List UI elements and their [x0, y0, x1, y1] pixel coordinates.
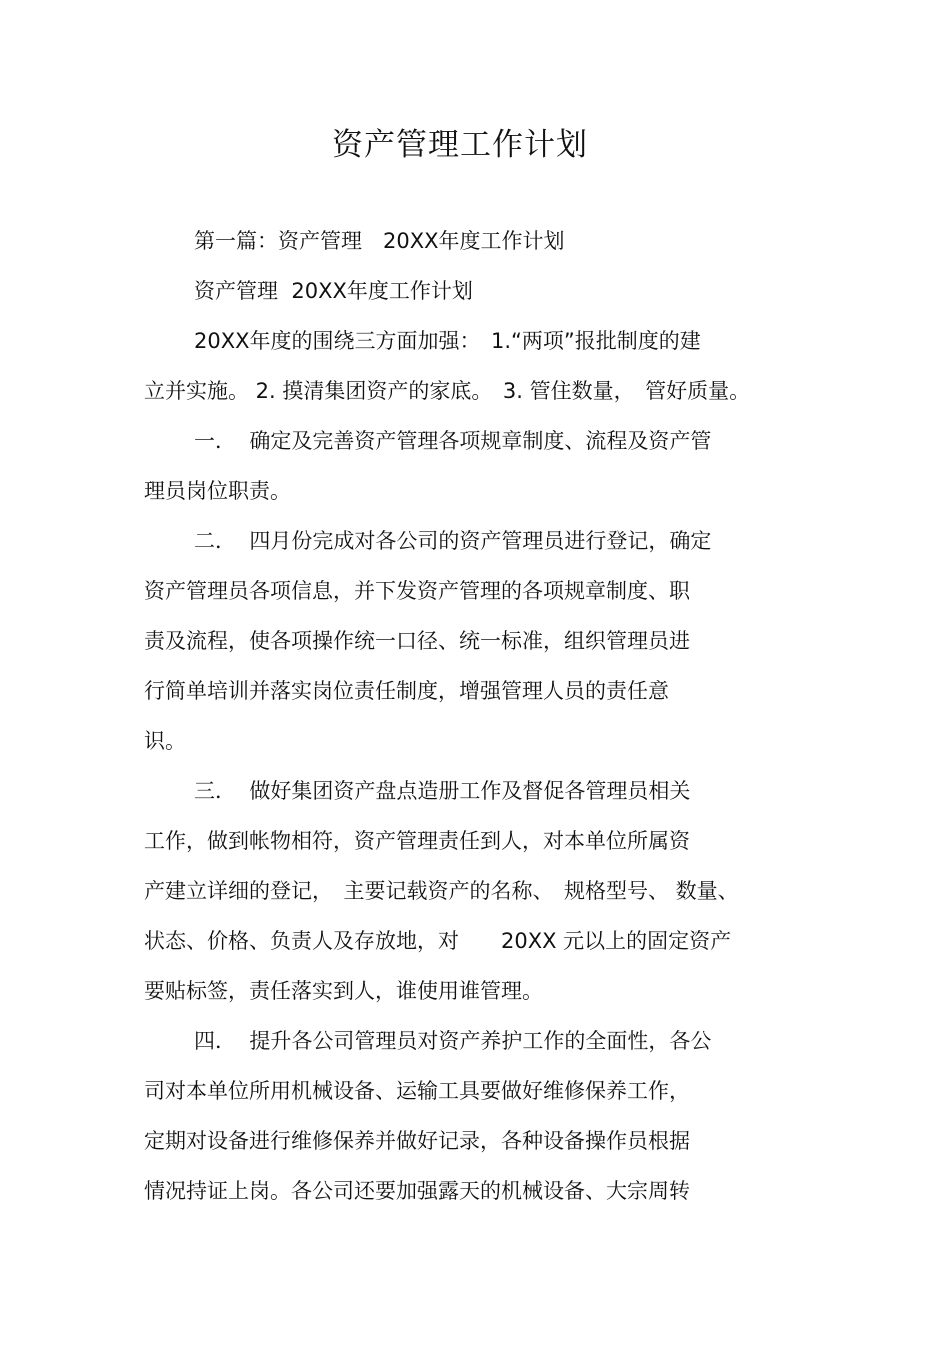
paragraph-line: 司对本单位所用机械设备、运输工具要做好维修保养工作， [144, 1079, 690, 1103]
paragraph-line: 第一篇：资产管理 20XX年度工作计划 [194, 229, 565, 253]
paragraph-line: 识。 [144, 729, 186, 753]
paragraph-line: 理员岗位职责。 [144, 479, 291, 503]
paragraph-line: 20XX年度的围绕三方面加强： 1.“两项”报批制度的建 [194, 329, 701, 353]
paragraph-line: 资产管理员各项信息，并下发资产管理的各项规章制度、职 [144, 579, 690, 603]
paragraph-line: 状态、价格、负责人及存放地，对 20XX 元以上的固定资产 [144, 929, 732, 953]
paragraph-line: 立并实施。 2. 摸清集团资产的家底。 3. 管住数量， 管好质量。 [144, 379, 751, 403]
paragraph-line: 产建立详细的登记， 主要记载资产的名称、 规格型号、 数量、 [144, 879, 739, 903]
paragraph-line: 二． 四月份完成对各公司的资产管理员进行登记，确定 [194, 529, 712, 553]
paragraph-line: 责及流程，使各项操作统一口径、统一标准，组织管理员进 [144, 629, 690, 653]
paragraph-line: 情况持证上岗。各公司还要加强露天的机械设备、大宗周转 [144, 1179, 690, 1203]
paragraph-line: 四． 提升各公司管理员对资产养护工作的全面性，各公 [194, 1029, 712, 1053]
paragraph-line: 行简单培训并落实岗位责任制度，增强管理人员的责任意 [144, 679, 669, 703]
paragraph-line: 要贴标签，责任落实到人，谁使用谁管理。 [144, 979, 543, 1003]
document-title: 资产管理工作计划 [332, 127, 588, 163]
paragraph-line: 工作，做到帐物相符，资产管理责任到人，对本单位所属资 [144, 829, 690, 853]
paragraph-line: 定期对设备进行维修保养并做好记录，各种设备操作员根据 [144, 1129, 690, 1153]
paragraph-line: 一． 确定及完善资产管理各项规章制度、流程及资产管 [194, 429, 712, 453]
paragraph-line: 三． 做好集团资产盘点造册工作及督促各管理员相关 [194, 779, 691, 803]
paragraph-line: 资产管理 20XX年度工作计划 [194, 279, 473, 303]
